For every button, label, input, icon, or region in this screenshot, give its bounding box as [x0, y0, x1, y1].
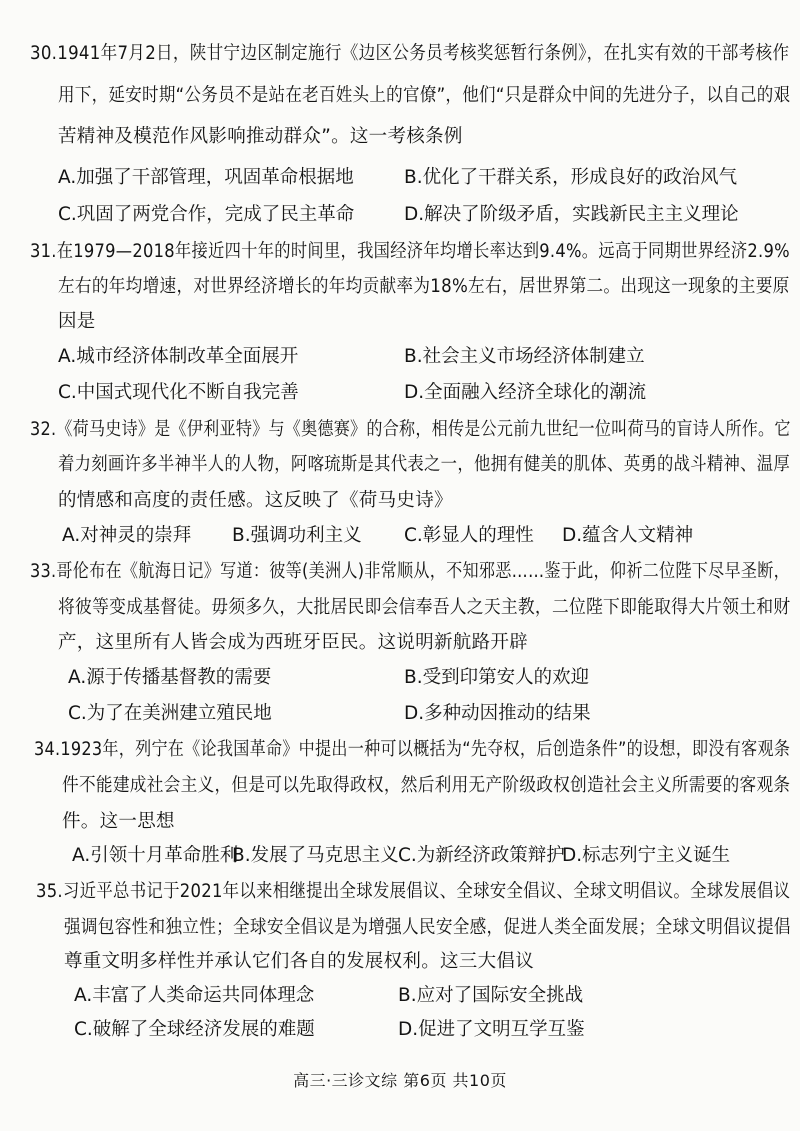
question-31-option-a: A.城市经济体制改革全面展开 — [58, 346, 299, 367]
question-30-line-3: 苦精神及模范作风影响推动群众”。这一考核条例 — [58, 126, 463, 147]
question-33-option-b: B.受到印第安人的欢迎 — [404, 667, 590, 688]
question-33-option-c: C.为了在美洲建立殖民地 — [68, 703, 272, 724]
question-34-option-c: C.为新经济政策辩护 — [398, 845, 565, 866]
page-footer: 高三·三诊文综 第6页 共10页 — [293, 1071, 507, 1090]
question-30-option-b: B.优化了干群关系，形成良好的政治风气 — [404, 167, 738, 188]
question-30-option-c: C.巩固了两党合作，完成了民主革命 — [58, 204, 355, 225]
question-30-line-1: 30.1941年7月2日，陕甘宁边区制定施行《边区公务员考核奖惩暂行条例》，在扎实有效的干部考核作 — [30, 43, 790, 64]
question-31-option-c: C.中国式现代化不断自我完善 — [58, 382, 299, 403]
question-34-option-b: B.发展了马克思主义 — [232, 845, 399, 866]
question-32-option-a: A.对神灵的崇拜 — [62, 525, 192, 546]
question-30-option-a: A.加强了干部管理，巩固革命根据地 — [58, 167, 354, 188]
question-31-option-d: D.全面融入经济全球化的潮流 — [404, 382, 647, 403]
question-34-line-2: 件不能建成社会主义，但是可以先取得政权，然后利用无产阶级政权创造社会主义所需要的客观条 — [62, 775, 791, 796]
question-32-option-d: D.蕴含人文精神 — [562, 525, 694, 546]
question-30-option-d: D.解决了阶级矛盾，实践新民主主义理论 — [404, 204, 739, 225]
question-35-line-3: 尊重文明多样性并承认它们各自的发展权利。这三大倡议 — [64, 951, 535, 972]
question-34-line-1: 34.1923年，列宁在《论我国革命》中提出一种可以概括为“先夺权，后创造条件”的设想，即没有客观条 — [34, 739, 791, 760]
question-31-line-1: 31.在1979—2018年接近四十年的时间里，我国经济年均增长率达到9.4%。远高于同期世界经济2.9% — [30, 241, 790, 262]
question-35-option-a: A.丰富了人类命运共同体理念 — [74, 985, 315, 1006]
question-33-line-1: 33.哥伦布在《航海日记》写道：彼等(美洲人)非常顺从，不知邪恶……鉴于此，仰祈二位陛下尽早圣断， — [30, 561, 791, 582]
question-30-line-2: 用下，延安时期“公务员不是站在老百姓头上的官僚”，他们“只是群众中间的先进分子，以自己的艰 — [58, 85, 791, 106]
question-33-line-3: 产，这里所有人皆会成为西班牙臣民。这说明新航路开辟 — [58, 632, 529, 653]
question-32-line-2: 着力刻画许多半神半人的人物，阿喀琉斯是其代表之一，他拥有健美的肌体、英勇的战斗精神、温厚 — [58, 454, 791, 475]
question-35-line-2: 强调包容性和独立性；全球安全倡议是为增强人民安全感，促进人类全面发展；全球文明倡议提倡 — [64, 917, 791, 938]
question-35-line-1: 35.习近平总书记于2021年以来相继提出全球发展倡议、全球安全倡议、全球文明倡议。全球发展倡议 — [36, 881, 791, 902]
question-35-option-b: B.应对了国际安全挑战 — [398, 985, 584, 1006]
question-34-option-d: D.标志列宁主义诞生 — [562, 845, 731, 866]
question-31-option-b: B.社会主义市场经济体制建立 — [404, 346, 645, 367]
question-34-option-a: A.引领十月革命胜利 — [72, 845, 239, 866]
question-31-line-3: 因是 — [58, 311, 96, 332]
question-34-line-3: 件。这一思想 — [62, 811, 175, 832]
question-32-option-c: C.彰显人的理性 — [404, 525, 534, 546]
question-35-option-d: D.促进了文明互学互鉴 — [398, 1019, 585, 1040]
question-33-line-2: 将彼等变成基督徒。毋须多久，大批居民即会信奉吾人之天主教，二位陛下即能取得大片领土和财 — [58, 597, 791, 618]
question-33-option-a: A.源于传播基督教的需要 — [68, 667, 272, 688]
question-32-line-3: 的情感和高度的责任感。这反映了《荷马史诗》 — [58, 490, 453, 511]
question-32-line-1: 32.《荷马史诗》是《伊利亚特》与《奥德赛》的合称，相传是公元前九世纪一位叫荷马的盲诗人所作。它 — [30, 419, 791, 440]
question-31-line-2: 左右的年均增速，对世界经济增长的年均贡献率为18%左右，居世界第二。出现这一现象的主要原 — [58, 276, 790, 297]
question-32-option-b: B.强调功利主义 — [232, 525, 362, 546]
question-33-option-d: D.多种动因推动的结果 — [404, 703, 591, 724]
question-35-option-c: C.破解了全球经济发展的难题 — [74, 1019, 315, 1040]
